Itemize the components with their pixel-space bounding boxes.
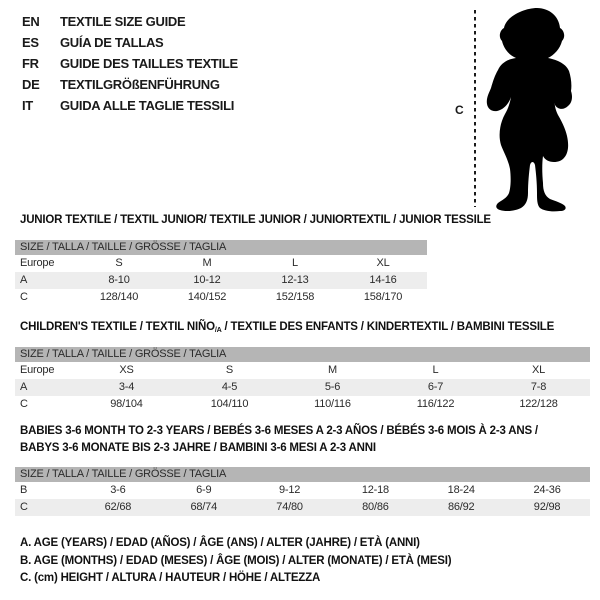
note-age-years: A. AGE (YEARS) / EDAD (AÑOS) / ÂGE (ANS) / ALTER (JAHRE) / ETÀ (ANNI) (20, 537, 420, 549)
table-cell: 7-8 (530, 381, 547, 393)
table-cell: 128/140 (99, 291, 139, 303)
table-cell: 62/68 (104, 501, 132, 513)
table-cell: XL (376, 257, 390, 269)
row-label: Europe (20, 364, 55, 376)
table-row (15, 255, 427, 272)
table-cell: 140/152 (187, 291, 227, 303)
language-title: TEXTILGRÖßENFÜHRUNG (60, 77, 220, 92)
table-cell: 6-7 (427, 381, 444, 393)
table-cell: 158/170 (363, 291, 403, 303)
table-cell: 110/116 (314, 398, 351, 410)
section-title-junior: JUNIOR TEXTILE / TEXTIL JUNIOR/ TEXTILE JUNIOR / JUNIORTEXTIL / JUNIOR TESSILE (20, 214, 491, 226)
table-cell: 12-13 (281, 274, 309, 286)
language-code: FR (22, 56, 39, 71)
table-cell: 122/128 (519, 398, 558, 410)
row-label: A (20, 274, 28, 286)
table-cell: 9-12 (278, 484, 301, 496)
size-header-bar: SIZE / TALLA / TAILLE / GRÖSSE / TAGLIA (15, 240, 427, 255)
title-line-2: BABYS 3-6 MONATE BIS 2-3 JAHRE / BAMBINI 3-6 MESI A 2-3 ANNI (20, 442, 376, 454)
table-row (15, 289, 427, 306)
children-size-table (15, 347, 590, 413)
table-cell: XL (531, 364, 546, 376)
table-cell: 86/92 (447, 501, 475, 513)
language-code: ES (22, 35, 39, 50)
language-list (22, 11, 238, 116)
language-code: IT (22, 98, 33, 113)
row-label: C (20, 291, 28, 303)
table-cell: 8-10 (108, 274, 130, 286)
table-cell: 74/80 (276, 501, 303, 513)
table-cell: M (328, 364, 337, 376)
table-cell: 18-24 (447, 484, 475, 496)
baby-silhouette-icon (480, 6, 578, 212)
language-title: TEXTILE SIZE GUIDE (60, 14, 186, 29)
language-row-en (22, 11, 238, 32)
note-age-months: B. AGE (MONTHS) / EDAD (MESES) / ÂGE (MOIS) / ALTER (MONATE) / ETÀ (MESI) (20, 554, 452, 567)
language-code: DE (22, 77, 40, 92)
babies-size-table (15, 467, 590, 516)
height-measure-line (474, 10, 476, 207)
table-cell: 92/98 (533, 501, 561, 513)
table-cell: M (202, 257, 212, 269)
section-title-babies (20, 423, 538, 457)
table-cell: 10-12 (193, 274, 221, 286)
table-cell: 152/158 (275, 291, 315, 303)
table-cell: 12-18 (361, 484, 389, 496)
title-text: / TEXTILE DES ENFANTS / KINDERTEXTIL / BAMBINI TESSILE (221, 321, 555, 333)
table-cell: 6-9 (196, 484, 212, 496)
table-cell: XS (119, 364, 134, 376)
table-cell: 104/110 (210, 398, 249, 410)
table-cell: 4-5 (221, 381, 238, 393)
height-measure-label: C (455, 103, 464, 117)
table-cell: 14-16 (369, 274, 397, 286)
table-row (15, 499, 590, 516)
table-cell: S (115, 257, 123, 269)
table-cell: 24-36 (533, 484, 561, 496)
table-cell: 80/86 (362, 501, 389, 513)
table-cell: 5-6 (324, 381, 341, 393)
row-label: Europe (20, 257, 55, 269)
row-label: C (20, 398, 28, 410)
size-header-bar: SIZE / TALLA / TAILLE / GRÖSSE / TAGLIA (15, 347, 590, 362)
table-cell: L (432, 364, 439, 376)
title-line-1: BABIES 3-6 MONTH TO 2-3 YEARS / BEBÉS 3-6 MESES A 2-3 AÑOS / BÉBÉS 3-6 MOIS À 2-3 ANS / (20, 425, 538, 437)
language-title: GUÍA DE TALLAS (60, 35, 164, 50)
language-title: GUIDE DES TAILLES TEXTILE (60, 56, 238, 71)
table-cell: 3-4 (118, 381, 135, 393)
table-row (15, 396, 590, 413)
language-code: EN (22, 14, 40, 29)
legend-notes (20, 535, 451, 588)
language-row-it (22, 95, 238, 116)
table-row (15, 379, 590, 396)
table-cell: S (225, 364, 234, 376)
table-cell: 3-6 (110, 484, 126, 496)
table-cell: L (292, 257, 298, 269)
table-cell: 98/104 (110, 398, 143, 410)
row-label: A (20, 381, 28, 393)
language-row-es (22, 32, 238, 53)
table-cell: 68/74 (190, 501, 217, 513)
row-label: B (20, 484, 28, 496)
language-row-de (22, 74, 238, 95)
language-title: GUIDA ALLE TAGLIE TESSILI (60, 98, 235, 113)
table-row (15, 272, 427, 289)
title-text: CHILDREN'S TEXTILE / TEXTIL NIÑO (20, 321, 215, 333)
table-row (15, 482, 590, 499)
junior-size-table (15, 240, 427, 306)
table-row (15, 362, 590, 379)
size-header-bar: SIZE / TALLA / TAILLE / GRÖSSE / TAGLIA (15, 467, 590, 482)
row-label: C (20, 501, 28, 513)
section-title-children (20, 319, 554, 339)
table-cell: 116/122 (416, 398, 455, 410)
title-subscript: /A (214, 326, 222, 335)
note-height-cm: C. (cm) HEIGHT / ALTURA / HAUTEUR / HÖHE / ALTEZZA (20, 572, 321, 584)
language-row-fr (22, 53, 238, 74)
